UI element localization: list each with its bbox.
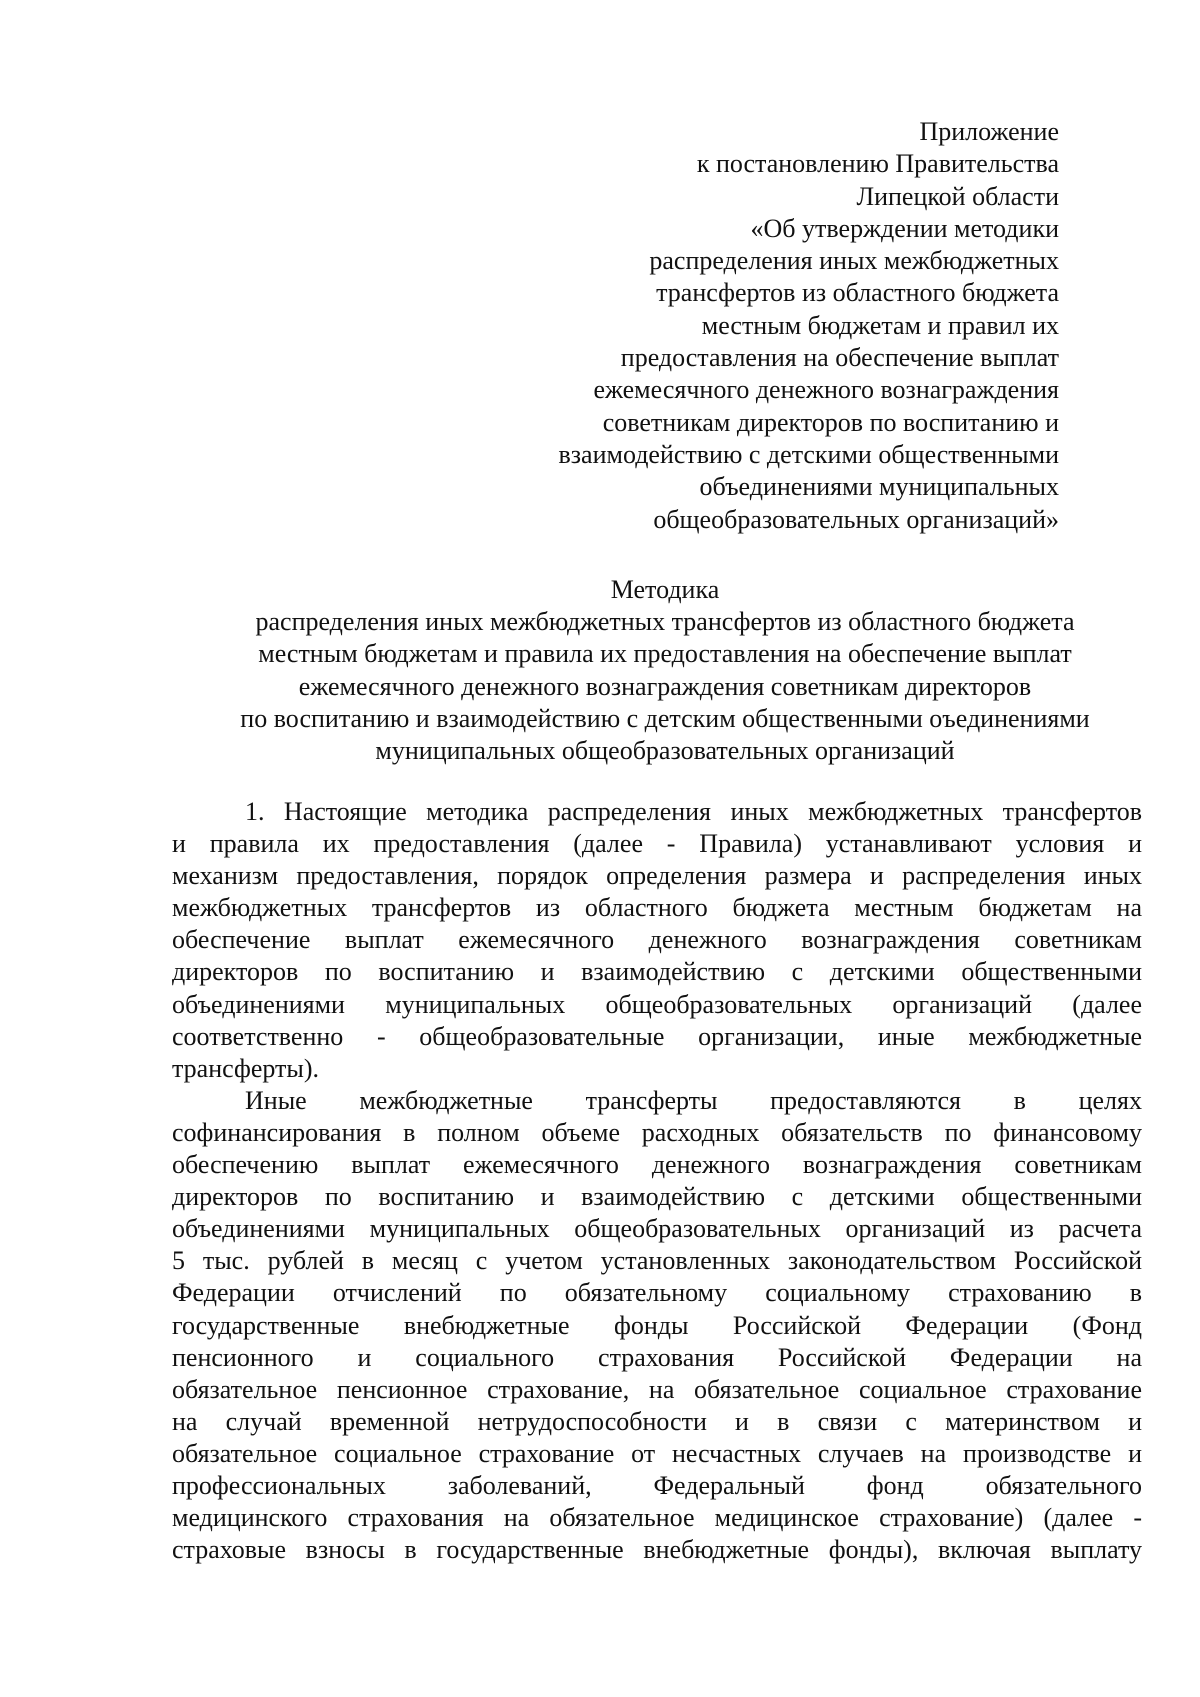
appendix-line: «Об утверждении методики bbox=[750, 213, 1059, 243]
document-body bbox=[172, 796, 1142, 1566]
body-line: Федерации отчислений по обязательному социальному страхованию в bbox=[172, 1278, 1142, 1308]
title-line: ежемесячного денежного вознаграждения советникам директоров bbox=[298, 671, 1032, 701]
body-line: на случай временной нетрудоспособности и в связи с материнством и bbox=[172, 1406, 1142, 1436]
appendix-line: объединениями муниципальных bbox=[699, 472, 1059, 502]
appendix-line: Липецкой области bbox=[856, 181, 1059, 211]
title-line: по воспитанию и взаимодействию с детским общественными оъединениями bbox=[240, 703, 1090, 733]
appendix-line: Приложение bbox=[919, 117, 1059, 146]
appendix-line: общеобразовательных организаций» bbox=[653, 504, 1059, 534]
title-line: местным бюджетам и правила их предоставления на обеспечение выплат bbox=[258, 639, 1072, 669]
body-line: 5 тыс. рублей в месяц с учетом установленных законодательством Российской bbox=[172, 1246, 1142, 1276]
title-heading: Методика bbox=[610, 575, 720, 604]
body-line: объединениями муниципальных общеобразовательных организаций (далее bbox=[172, 989, 1142, 1019]
appendix-line: взаимодействию с детскими общественными bbox=[558, 439, 1059, 469]
body-line: профессиональных заболеваний, Федеральный фонд обязательного bbox=[172, 1470, 1142, 1500]
body-line: и правила их предоставления (далее - Правила) устанавливают условия и bbox=[172, 829, 1142, 859]
body-line: медицинского страхования на обязательное медицинское страхование) (далее - bbox=[172, 1503, 1142, 1533]
appendix-line: местным бюджетам и правил их bbox=[701, 310, 1059, 340]
body-line: директоров по воспитанию и взаимодействию с детскими общественными bbox=[172, 957, 1142, 987]
title-line: распределения иных межбюджетных трансфертов из областного бюджета bbox=[255, 607, 1075, 637]
appendix-line: распределения иных межбюджетных bbox=[649, 246, 1059, 276]
appendix-line: трансфертов из областного бюджета bbox=[656, 278, 1059, 308]
body-line: государственные внебюджетные фонды Российской Федерации (Фонд bbox=[172, 1310, 1142, 1340]
body-line: обеспечению выплат ежемесячного денежного вознаграждения советникам bbox=[172, 1150, 1142, 1180]
body-line: обязательное социальное страхование от несчастных случаев на производстве и bbox=[172, 1438, 1142, 1468]
body-line: обеспечение выплат ежемесячного денежного вознаграждения советникам bbox=[172, 925, 1142, 955]
appendix-line: предоставления на обеспечение выплат bbox=[620, 343, 1059, 373]
body-line: 1. Настоящие методика распределения иных межбюджетных трансфертов bbox=[245, 797, 1142, 826]
appendix-line: советникам директоров по воспитанию и bbox=[602, 407, 1059, 437]
document-title bbox=[120, 574, 1200, 767]
body-line: обязательное пенсионное страхование, на обязательное социальное страхование bbox=[172, 1374, 1142, 1404]
body-line: директоров по воспитанию и взаимодействию с детскими общественными bbox=[172, 1182, 1142, 1212]
appendix-line: ежемесячного денежного вознаграждения bbox=[593, 375, 1059, 405]
body-line: механизм предоставления, порядок определения размера и распределения иных bbox=[172, 861, 1142, 891]
body-line: софинансирования в полном объеме расходных обязательств по финансовому bbox=[172, 1117, 1142, 1147]
body-line: межбюджетных трансфертов из областного бюджета местным бюджетам на bbox=[172, 893, 1142, 923]
appendix-header bbox=[499, 116, 1059, 536]
body-line: Иные межбюджетные трансферты предоставляются в целях bbox=[245, 1085, 1142, 1115]
title-line: муниципальных общеобразовательных организаций bbox=[375, 736, 955, 766]
paragraph-1 bbox=[172, 796, 1142, 1085]
body-line: пенсионного и социального страхования Российской Федерации на bbox=[172, 1342, 1142, 1372]
body-line: трансферты). bbox=[172, 1053, 320, 1083]
body-line: соответственно - общеобразовательные организации, иные межбюджетные bbox=[172, 1021, 1142, 1051]
body-line: объединениями муниципальных общеобразовательных организаций из расчета bbox=[172, 1214, 1142, 1244]
paragraph-2 bbox=[172, 1085, 1142, 1566]
body-line: страховые взносы в государственные внебюджетные фонды), включая выплату bbox=[172, 1535, 1142, 1565]
appendix-line: к постановлению Правительства bbox=[696, 149, 1059, 179]
